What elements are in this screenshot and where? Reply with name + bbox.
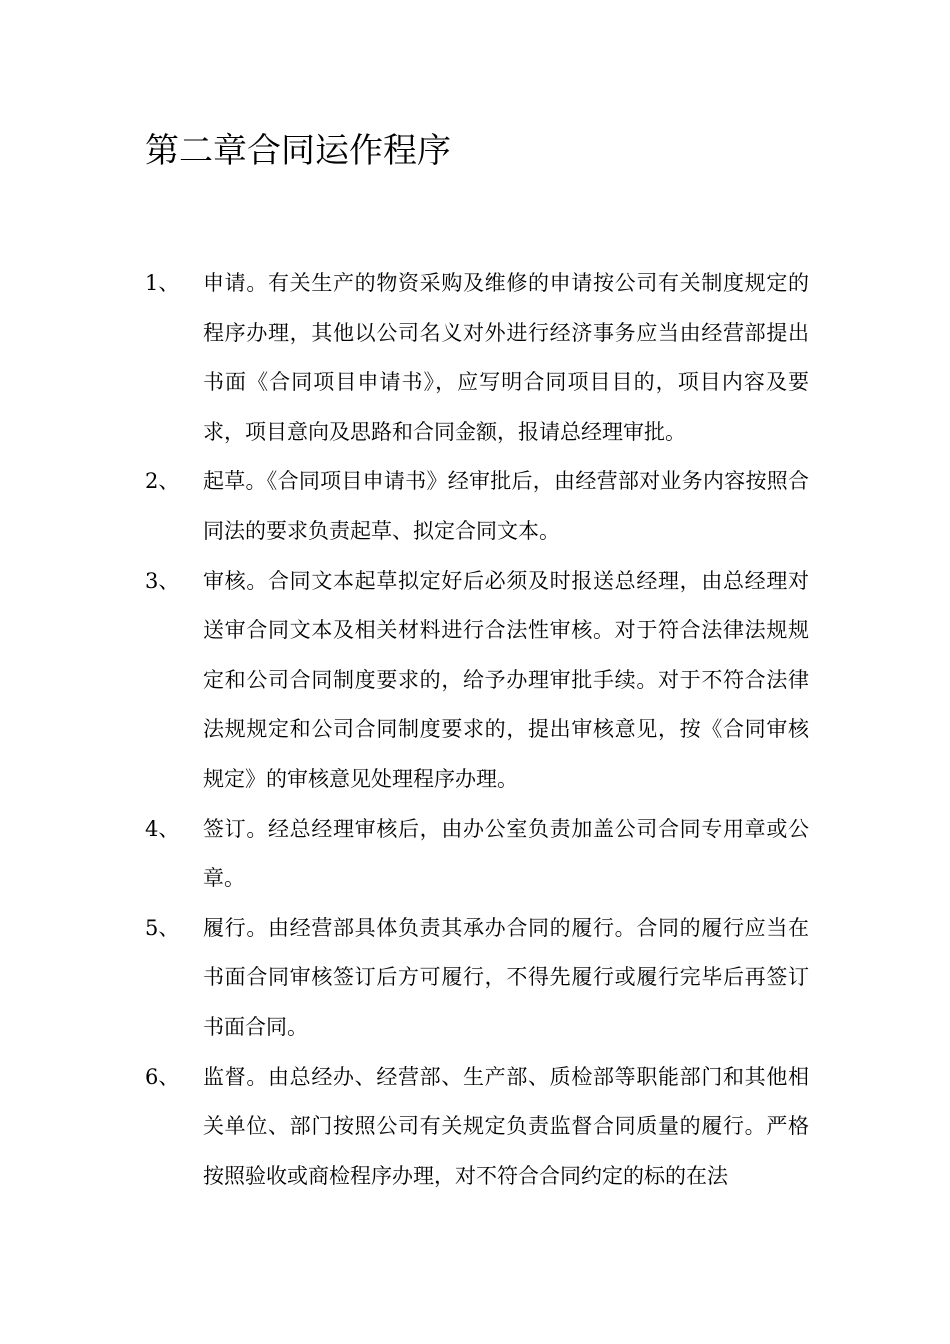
list-item-number: 6、 (145, 1064, 180, 1089)
list-item-supervision (145, 1053, 825, 1202)
list-item-text: 签订。经总经理审核后，由办公室负责加盖公司合同专用章或公章。 (203, 816, 809, 891)
list-item-application (145, 259, 825, 457)
list-item-drafting (145, 457, 825, 556)
list-item-text: 监督。由总经办、经营部、生产部、质检部等职能部门和其他相关单位、部门按照公司有关规定负责监督合同质量的履行。严格按照验收或商检程序办理，对不符合合同约定的标的在法 (203, 1064, 809, 1188)
list-item-review (145, 557, 825, 805)
procedure-list (145, 259, 825, 1201)
list-item-text: 起草。《合同项目申请书》经审批后，由经营部对业务内容按照合同法的要求负责起草、拟定合同文本。 (203, 469, 809, 543)
list-item-number: 3、 (145, 568, 180, 593)
list-item-number: 5、 (145, 915, 180, 940)
list-item-number: 1、 (145, 271, 180, 295)
chapter-title: 第二章合同运作程序 (145, 131, 451, 171)
list-item-signing (145, 805, 825, 904)
list-item-performance (145, 904, 825, 1053)
list-item-number: 4、 (145, 816, 180, 841)
list-item-text: 履行。由经营部具体负责其承办合同的履行。合同的履行应当在书面合同审核签订后方可履行，不得先履行或履行完毕后再签订书面合同。 (203, 915, 809, 1039)
list-item-text: 申请。有关生产的物资采购及维修的申请按公司有关制度规定的程序办理，其他以公司名义对外进行经济事务应当由经营部提出书面《合同项目申请书》，应写明合同项目目的，项目内容及要求，项目意向及思路和合同金额，报请总经理审批。 (203, 271, 809, 444)
list-item-number: 2、 (145, 469, 180, 494)
list-item-text: 审核。合同文本起草拟定好后必须及时报送总经理，由总经理对送审合同文本及相关材料进行合法性审核。对于符合法律法规规定和公司合同制度要求的，给予办理审批手续。对于不符合法律法规规定和公司合同制度要求的，提出审核意见，按《合同审核规定》的审核意见处理程序办理。 (203, 568, 809, 791)
